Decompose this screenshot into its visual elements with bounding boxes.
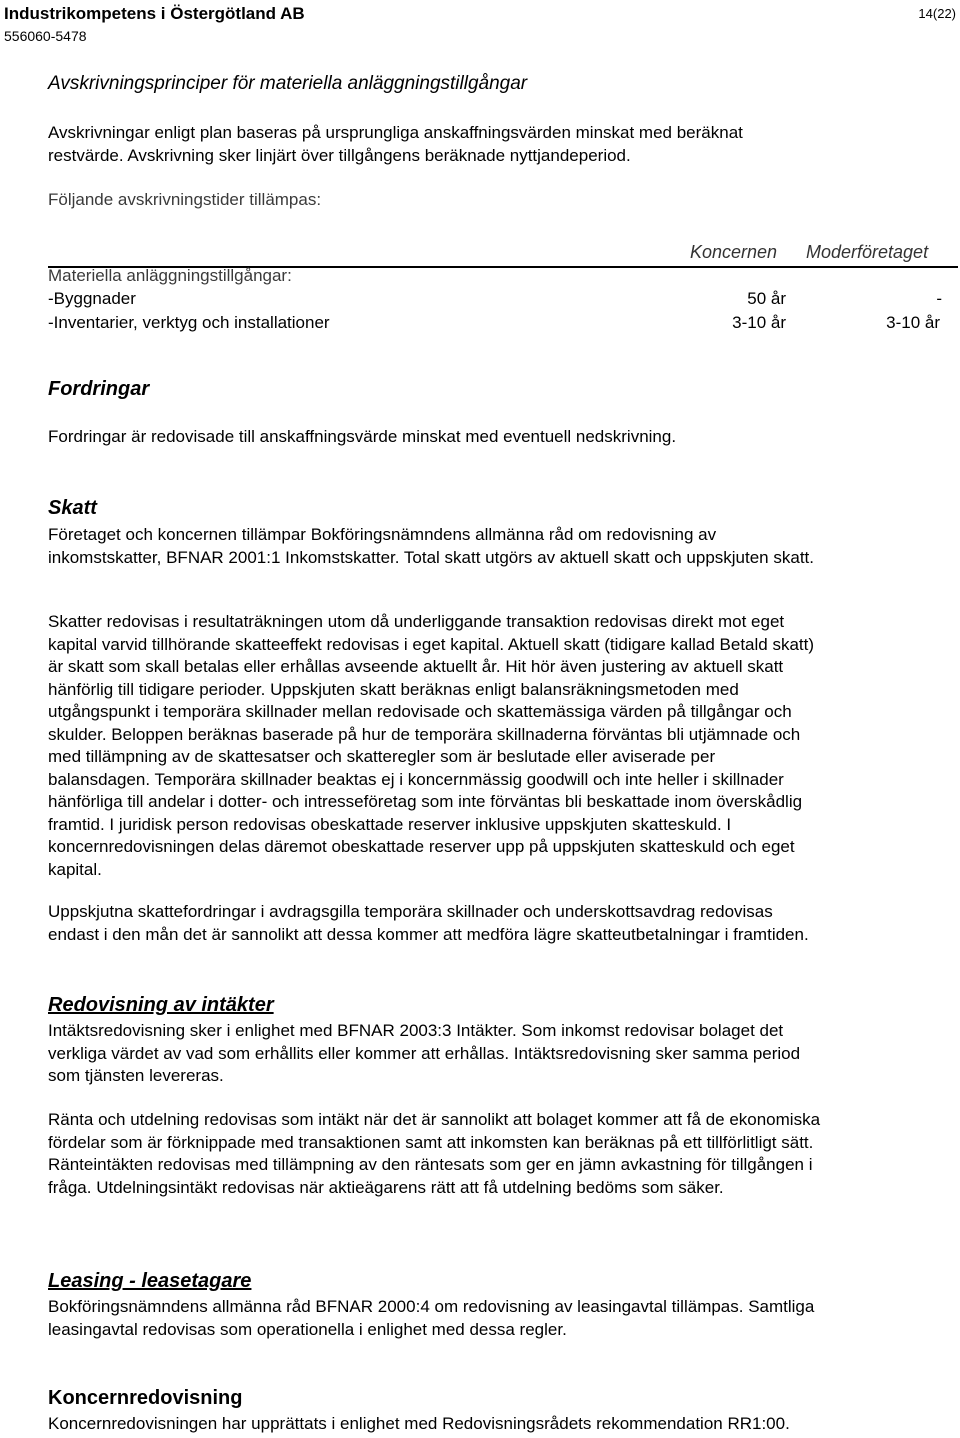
revenue-paragraph-1 bbox=[48, 1020, 948, 1088]
consolidation-heading: Koncernredovisning bbox=[48, 1387, 243, 1409]
tax-heading: Skatt bbox=[48, 497, 97, 519]
paragraph-line: kapital varvid tillhörande skatteeffekt redovisas i eget kapital. Aktuell skatt (tidigare kallad Betald skatt) bbox=[48, 634, 815, 654]
depreciation-paragraph bbox=[48, 122, 948, 167]
table-row-label: -Inventarier, verktyg och installationer bbox=[48, 313, 330, 332]
paragraph-line: Ränta och utdelning redovisas som intäkt när det är sannolikt att bolaget kommer att få de ekonomiska bbox=[48, 1110, 821, 1129]
org-number: 556060-5478 bbox=[4, 28, 87, 44]
paragraph-line: Ränteintäkten redovisas med tillämpning av den räntesats som ger en jämn avkastning för tillgången i bbox=[48, 1155, 813, 1174]
depreciation-heading: Avskrivningsprinciper för materiella anläggningstillgångar bbox=[48, 73, 528, 94]
revenue-heading: Redovisning av intäkter bbox=[48, 994, 274, 1016]
column-header-moderforetaget: Moderföretaget bbox=[806, 242, 929, 262]
table-row-label: -Byggnader bbox=[48, 289, 136, 308]
table-group-label: Materiella anläggningstillgångar: bbox=[48, 266, 292, 285]
paragraph-line: utgångspunkt i temporära skillnader mellan redovisade och skattemässiga värden på tillgångar och bbox=[48, 702, 792, 721]
paragraph-line: är skatt som skall betalas eller erhållas avseende aktuellt år. Hit hör även justering av aktuell skatt bbox=[48, 657, 784, 676]
receivables-heading: Fordringar bbox=[48, 378, 150, 400]
paragraph-line: balansdagen. Temporära skillnader beaktas ej i koncernmässig goodwill och inte heller i skillnader bbox=[48, 769, 784, 789]
paragraph-line: hänförlig till tidigare perioder. Uppskjuten skatt beräknas enligt balansräkningsmetoden med bbox=[48, 679, 739, 699]
paragraph-line: framtid. I juridisk person redovisas obeskattade reserver inklusive uppskjuten skatteskuld. I bbox=[48, 814, 732, 834]
paragraph-line: verkliga värdet av vad som erhållits eller kommer att erhållas. Intäktsredovisning sker samma period bbox=[48, 1043, 801, 1063]
table-cell-koncernen: 3-10 år bbox=[732, 313, 786, 332]
tax-paragraph-3 bbox=[48, 901, 948, 946]
paragraph-line: skulder. Beloppen beräknas baserade på hur de temporära skillnaderna förväntas bli utjämnade och bbox=[48, 724, 801, 744]
tax-paragraph-2 bbox=[48, 611, 948, 881]
paragraph-line: restvärde. Avskrivning sker linjärt över tillgångens beräknade nyttjandeperiod. bbox=[48, 145, 631, 165]
paragraph-line: fördelar som är förknippade med transaktionen samt att inkomsten kan beräknas på ett tillförlitligt sätt. bbox=[48, 1132, 814, 1152]
revenue-paragraph-2 bbox=[48, 1109, 948, 1199]
receivables-text: Fordringar är redovisade till anskaffningsvärde minskat med eventuell nedskrivning. bbox=[48, 427, 677, 446]
page-number: 14(22) bbox=[918, 6, 956, 21]
paragraph-line: kapital. bbox=[48, 859, 102, 879]
paragraph-line: endast i den mån det är sannolikt att dessa kommer att medföra lägre skatteutbetalningar i framtiden. bbox=[48, 924, 809, 944]
paragraph-line: Uppskjutna skattefordringar i avdragsgilla temporära skillnader och underskottsavdrag redovisas bbox=[48, 902, 773, 921]
paragraph-line: Avskrivningar enligt plan baseras på ursprungliga anskaffningsvärden minskat med beräknat bbox=[48, 123, 743, 142]
leasing-heading: Leasing - leasetagare bbox=[48, 1270, 252, 1292]
company-name: Industrikompetens i Östergötland AB bbox=[4, 4, 305, 23]
paragraph-line: Bokföringsnämndens allmänna råd BFNAR 2000:4 om redovisning av leasingavtal tillämpas. Samtliga bbox=[48, 1297, 815, 1316]
paragraph-line: Skatter redovisas i resultaträkningen utom då underliggande transaktion redovisas direkt mot eget bbox=[48, 612, 785, 631]
depreciation-intro: Följande avskrivningstider tillämpas: bbox=[48, 190, 322, 209]
table-cell-koncernen: 50 år bbox=[747, 289, 786, 308]
paragraph-line: hänförliga till andelar i dotter- och intresseföretag som inte förväntas bli beskattade inom överskådlig bbox=[48, 792, 803, 811]
consolidation-text: Koncernredovisningen har upprättats i enlighet med Redovisningsrådets rekommendation RR1:00. bbox=[48, 1414, 790, 1433]
paragraph-line: som tjänsten levereras. bbox=[48, 1066, 224, 1085]
paragraph-line: Intäktsredovisning sker i enlighet med BFNAR 2003:3 Intäkter. Som inkomst redovisar bolaget det bbox=[48, 1021, 784, 1040]
column-header-koncernen: Koncernen bbox=[690, 242, 778, 262]
paragraph-line: koncernredovisningen delas däremot obeskattade reserver upp på uppskjuten skatteskuld och eget bbox=[48, 837, 795, 856]
paragraph-line: med tillämpning av de skattesatser och skatteregler som är beslutade eller aviserade per bbox=[48, 747, 716, 766]
tax-paragraph-1 bbox=[48, 524, 948, 569]
paragraph-line: fråga. Utdelningsintäkt redovisas när aktieägarens rätt att få utdelning bedöms som säker. bbox=[48, 1177, 724, 1197]
paragraph-line: Företaget och koncernen tillämpar Bokföringsnämndens allmänna råd om redovisning av bbox=[48, 525, 717, 544]
paragraph-line: leasingavtal redovisas som operationella i enlighet med dessa regler. bbox=[48, 1319, 567, 1339]
paragraph-line: inkomstskatter, BFNAR 2001:1 Inkomstskatter. Total skatt utgörs av aktuell skatt och uppskjuten skatt. bbox=[48, 547, 814, 567]
leasing-paragraph bbox=[48, 1296, 948, 1341]
table-cell-moderforetaget: 3-10 år bbox=[886, 313, 940, 332]
table-cell-moderforetaget: - bbox=[936, 289, 942, 308]
